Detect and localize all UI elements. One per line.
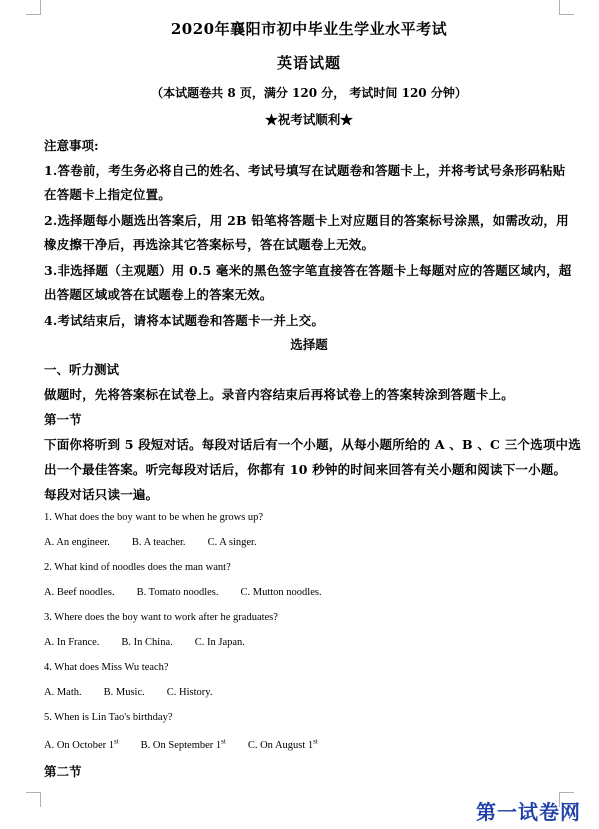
question-4: 4. What does Miss Wu teach?	[44, 662, 169, 673]
option-b: B. In China.	[121, 637, 173, 648]
option-a: A. An engineer.	[44, 537, 110, 548]
ordinal-suffix: st	[221, 737, 226, 745]
option-b: B. Tomato noodles.	[136, 587, 219, 598]
option-a: A. In France.	[44, 637, 100, 648]
page-info: （本试题卷共 8 页，满分 120 分， 考试时间 120 分钟）	[151, 86, 467, 100]
note-line: 橡皮擦干净后，再选涂其它答案标号，答在试题卷上无效。	[44, 237, 375, 252]
options-3	[44, 637, 245, 648]
question-3: 3. Where does the boy want to work after he graduates?	[44, 612, 278, 623]
option-a: A. Beef noodles.	[44, 587, 115, 598]
note-line: 出答题区域或答在试题卷上的答案无效。	[44, 287, 273, 302]
note-line: 在答题卡上指定位置。	[44, 187, 172, 202]
section1-instruction: 出一个最佳答案。听完每段对话后，你都有 10 秒钟的时间来回答有关小题和阅读下一小题。	[44, 462, 567, 477]
ordinal-suffix: st	[113, 737, 119, 745]
question-1: 1. What does the boy want to be when he grows up?	[44, 512, 264, 523]
notes-heading: 注意事项:	[44, 138, 99, 153]
option-c: C. A singer.	[207, 537, 257, 548]
options-2	[44, 587, 322, 598]
exam-subject: 英语试题	[276, 54, 341, 72]
good-luck-line: ★祝考试顺利★	[265, 112, 353, 127]
section1-instruction: 每段对话只读一遍。	[44, 487, 159, 502]
options-5	[44, 737, 318, 751]
crop-mark-top-left	[26, 0, 41, 15]
option-a: A. Math.	[44, 687, 82, 698]
crop-mark-bottom-left	[26, 792, 41, 807]
note-line: 1.答卷前，考生务必将自己的姓名、考试号填写在试题卷和答题卡上，并将考试号条形码粘贴	[44, 163, 566, 178]
option-c: C. In Japan.	[194, 637, 245, 648]
option-b: B. Music.	[103, 687, 145, 698]
section2-heading: 第二节	[44, 764, 82, 779]
note-line: 4.考试结束后，请将本试题卷和答题卡一并上交。	[44, 313, 325, 328]
options-1	[44, 537, 257, 548]
question-2: 2. What kind of noodles does the man want?	[44, 562, 231, 573]
option-c: C. Mutton noodles.	[240, 587, 322, 598]
part1-heading: 一、听力测试	[44, 362, 120, 377]
option-a: A. On October 1st	[44, 737, 119, 751]
site-watermark: 第一试卷网	[476, 800, 581, 824]
section1-heading: 第一节	[44, 412, 82, 427]
section-title: 选择题	[290, 337, 328, 352]
note-line: 2.选择题每小题选出答案后，用 2B 铅笔将答题卡上对应题目的答案标号涂黑，如需改动，用	[44, 213, 569, 228]
option-c: C. On August 1st	[247, 737, 318, 751]
exam-title: 2020年襄阳市初中毕业生学业水平考试	[170, 20, 448, 38]
option-b: B. On September 1st	[140, 737, 226, 751]
ordinal-suffix: st	[313, 737, 318, 745]
options-4	[44, 687, 212, 698]
crop-mark-top-right	[559, 0, 574, 15]
question-5: 5. When is Lin Tao's birthday?	[44, 712, 173, 723]
note-line: 3.非选择题（主观题）用 0.5 毫米的黑色签字笔直接答在答题卡上每题对应的答题区域内，超	[44, 263, 572, 278]
section1-instruction: 下面你将听到 5 段短对话。每段对话后有一个小题，从每小题所给的 A 、B 、C 三个选项中选	[44, 437, 581, 452]
listening-instruction: 做题时，先将答案标在试卷上。录音内容结束后再将试卷上的答案转涂到答题卡上。	[44, 387, 514, 402]
option-b: B. A teacher.	[131, 537, 186, 548]
option-c: C. History.	[166, 687, 213, 698]
